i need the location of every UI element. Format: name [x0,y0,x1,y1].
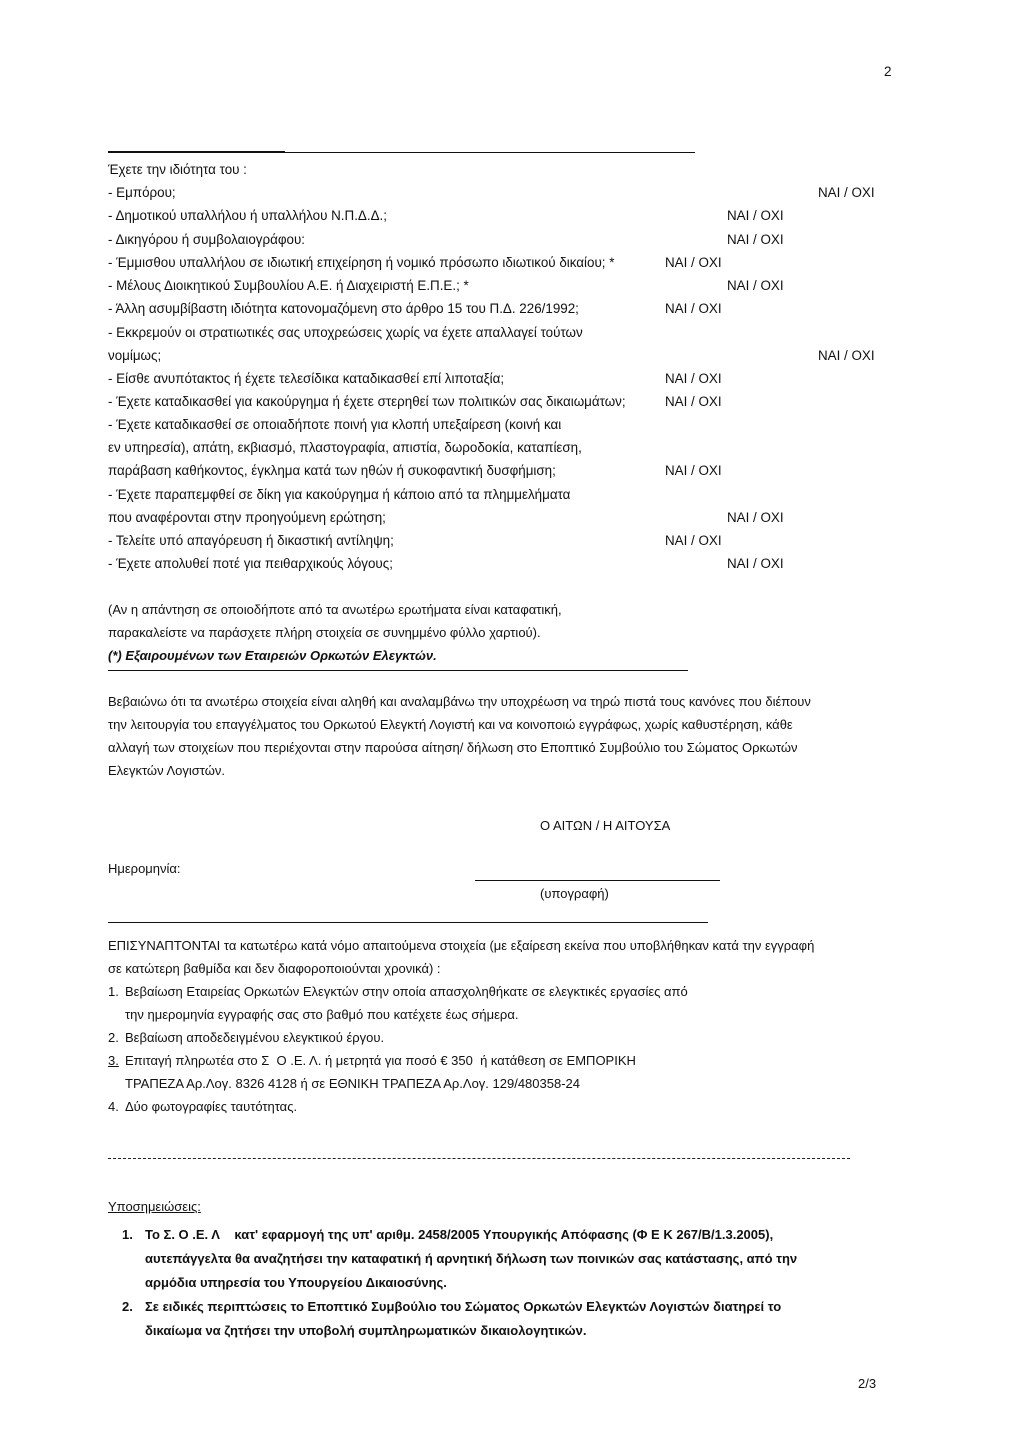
note-text: αυτεπάγγελτα θα αναζητήσει την καταφατική ή αρνητική δήλωση των ποινικών σας κατάστασης, από την [145,1251,798,1266]
attachment-number: 2. [108,1030,119,1045]
question-text: - Έχετε απολυθεί ποτέ για πειθαρχικούς λόγους; [108,556,393,571]
attachment-text: ΤΡΑΠΕΖΑ Αρ.Λογ. 8326 4128 ή σε ΕΘΝΙΚΗ ΤΡΑΠΕΖΑ Αρ.Λογ. 129/480358-24 [125,1076,580,1091]
yes-no-answer: ΝΑΙ / ΟΧΙ [818,185,875,200]
question-text: - Είσθε ανυπότακτος ή έχετε τελεσίδικα καταδικασθεί επί λιποταξία; [108,371,505,386]
yes-no-answer: ΝΑΙ / ΟΧΙ [818,348,875,363]
attachments-intro: ΕΠΙΣΥΝΑΠΤΟΝΤΑΙ τα κατωτέρω κατά νόμο απαιτούμενα στοιχεία (με εξαίρεση εκείνα που υποβλήθηκαν κατά την εγγραφή [108,938,815,953]
question-text: - Άλλη ασυμβίβαστη ιδιότητα κατονομαζόμενη στο άρθρο 15 του Π.Δ. 226/1992; [108,301,579,316]
yes-no-answer: ΝΑΙ / ΟΧΙ [727,556,784,571]
attachment-number: 3. [108,1053,119,1068]
signature-line [475,880,720,881]
asterisk-footnote: (*) Εξαιρουμένων των Εταιρειών Ορκωτών Ελεγκτών. [108,648,437,663]
yes-no-answer: ΝΑΙ / ΟΧΙ [665,255,722,270]
question-text: - Εμπόρου; [108,185,176,200]
yes-no-answer: ΝΑΙ / ΟΧΙ [665,371,722,386]
question-text: - Τελείτε υπό απαγόρευση ή δικαστική αντίληψη; [108,533,394,548]
clarification-text: (Αν η απάντηση σε οποιοδήποτε από τα ανωτέρω ερωτήματα είναι καταφατική, [108,602,562,617]
declaration-line: Βεβαιώνω ότι τα ανωτέρω στοιχεία είναι αληθή και αναλαμβάνω την υποχρέωση να τηρώ πιστά τους κανόνες που διέπουν [108,694,811,709]
question-text: - Έχετε καταδικασθεί σε οποιαδήποτε ποινή για κλοπή υπεξαίρεση (κοινή και [108,417,562,432]
attachment-text: Επιταγή πληρωτέα στο Σ Ο .Ε. Λ. ή μετρητά για ποσό € 350 ή κατάθεση σε ΕΜΠΟΡΙΚΗ [125,1053,636,1068]
question-text: - Δικηγόρου ή συμβολαιογράφου: [108,232,306,247]
note-number: 1. [122,1227,133,1242]
question-text: - Εκκρεμούν οι στρατιωτικές σας υποχρεώσεις χωρίς να έχετε απαλλαγεί τούτων [108,325,583,340]
applicant-label: Ο ΑΙΤΩΝ / Η ΑΙΤΟΥΣΑ [540,818,671,833]
notes-heading: Υποσημειώσεις: [108,1199,201,1214]
question-text: που αναφέρονται στην προηγούμενη ερώτηση; [108,510,386,525]
question-text: παράβαση καθήκοντος, έγκλημα κατά των ηθών ή συκοφαντική δυσφήμιση; [108,463,556,478]
question-text: εν υπηρεσία), απάτη, εκβιασμό, πλαστογραφία, απιστία, δωροδοκία, καταπίεση, [108,440,582,455]
clarification-text: παρακαλείστε να παράσχετε πλήρη στοιχεία σε συνημμένο φύλλο χαρτιού). [108,625,541,640]
dashed-divider [108,1158,850,1159]
declaration-line: Ελεγκτών Λογιστών. [108,763,225,778]
attachment-text: την ημερομηνία εγγραφής σας στο βαθμό που κατέχετε έως σήμερα. [125,1007,519,1022]
yes-no-answer: ΝΑΙ / ΟΧΙ [665,463,722,478]
yes-no-answer: ΝΑΙ / ΟΧΙ [727,232,784,247]
capacity-intro: Έχετε την ιδιότητα του : [108,162,247,177]
question-text: - Έχετε καταδικασθεί για κακούργημα ή έχετε στερηθεί των πολιτικών σας δικαιωμάτων; [108,394,626,409]
section-divider [108,922,708,923]
signature-label: (υπογραφή) [540,886,609,901]
attachment-text: Δύο φωτογραφίες ταυτότητας. [125,1099,298,1114]
note-text: Σε ειδικές περιπτώσεις το Εποπτικό Συμβούλιο του Σώματος Ορκωτών Ελεγκτών Λογιστών διατηρεί το [145,1299,782,1314]
question-text: - Έμμισθου υπαλλήλου σε ιδιωτική επιχείρηση ή νομικό πρόσωπο ιδιωτικού δικαίου; * [108,255,615,270]
note-text: Το Σ. Ο .Ε. Λ κατ' εφαρμογή της υπ' αριθμ. 2458/2005 Υπουργικής Απόφασης (Φ Ε Κ 267/Β/1.3.2005), [145,1227,774,1242]
note-text: αρμόδια υπηρεσία του Υπουργείου Δικαιοσύνης. [145,1275,447,1290]
top-rule [285,152,695,153]
attachment-text: Βεβαίωση αποδεδειγμένου ελεγκτικού έργου. [125,1030,385,1045]
attachment-text: Βεβαίωση Εταιρείας Ορκωτών Ελεγκτών στην οποία απασχοληθήκατε σε ελεγκτικές εργασίες από [125,984,688,999]
note-text: δικαίωμα να ζητήσει την υποβολή συμπληρωματικών δικαιολογητικών. [145,1323,587,1338]
yes-no-answer: ΝΑΙ / ΟΧΙ [665,301,722,316]
attachment-number: 1. [108,984,119,999]
date-label: Ημερομηνία: [108,861,181,876]
yes-no-answer: ΝΑΙ / ΟΧΙ [727,510,784,525]
question-text: - Δημοτικού υπαλλήλου ή υπαλλήλου Ν.Π.Δ.Δ.; [108,208,387,223]
declaration-line: την λειτουργία του επαγγέλματος του Ορκωτού Ελεγκτή Λογιστή και να κοινοποιώ εγγράφως, χωρίς καθυστέρηση, κάθε [108,717,793,732]
attachments-intro: σε κατώτερη βαθμίδα και δεν διαφοροποιούνται χρονικά) : [108,961,441,976]
question-text: - Έχετε παραπεμφθεί σε δίκη για κακούργημα ή κάποιο από τα πλημμελήματα [108,487,571,502]
yes-no-answer: ΝΑΙ / ΟΧΙ [665,533,722,548]
top-rule-thick [108,151,285,153]
question-text: νομίμως; [108,348,162,363]
question-text: - Μέλους Διοικητικού Συμβουλίου Α.Ε. ή Διαχειριστή Ε.Π.Ε.; * [108,278,469,293]
yes-no-answer: ΝΑΙ / ΟΧΙ [727,208,784,223]
yes-no-answer: ΝΑΙ / ΟΧΙ [665,394,722,409]
page-number: 2 [884,64,892,79]
note-number: 2. [122,1299,133,1314]
section-divider [108,670,688,671]
page-counter: 2/3 [858,1376,877,1391]
attachment-number: 4. [108,1099,119,1114]
yes-no-answer: ΝΑΙ / ΟΧΙ [727,278,784,293]
declaration-line: αλλαγή των στοιχείων που περιέχονται στην παρούσα αίτηση/ δήλωση στο Εποπτικό Συμβούλιο του Σώματος Ορκωτών [108,740,798,755]
